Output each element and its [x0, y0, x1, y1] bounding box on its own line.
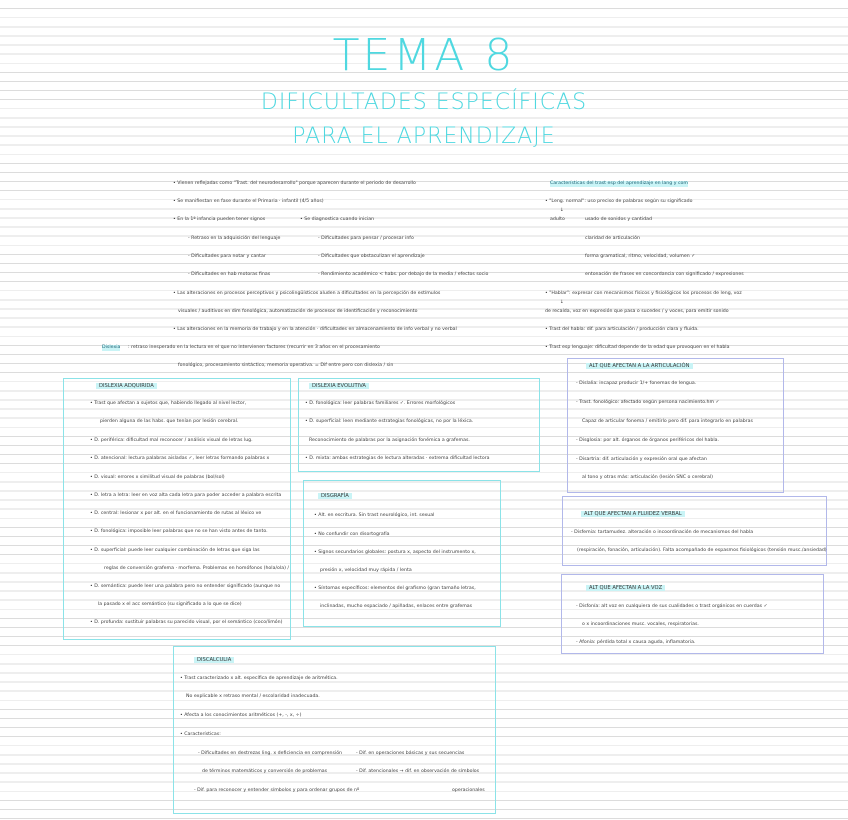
- note-line: o x incoordinaciones musc. vocales, respiratorias.: [582, 622, 699, 627]
- page-subtitle-1: DIFICULTADES ESPECÍFICAS: [260, 90, 588, 115]
- arrow-icon: ↓: [560, 208, 564, 213]
- note-line: • D. profunda: sustituir palabras su parecido visual, por el semántico (coco/limón): [90, 620, 283, 625]
- note-line: • D. mixta: ambas estrategias de lectura alteradas · extrema dificultad lectora: [305, 456, 490, 461]
- note-line: entonación de frases en concordancia con significado / expresiones: [585, 272, 744, 277]
- note-line: • Se diagnostica cuando inician: [300, 217, 375, 222]
- note-line: No explicable x retraso mental / escolaridad inadecuada.: [186, 694, 320, 699]
- note-line: - Dif. en operaciones básicas y sus secuencias: [356, 751, 465, 756]
- note-line: Reconocimiento de palabras por la asignación fonémica a grafemas.: [309, 438, 470, 443]
- note-line: • Vienen reflejadas como "Trast. del neurodesarrollo" porque aparecen durante el periodo de desarrollo: [173, 181, 416, 186]
- note-line: claridad de articulación: [585, 236, 641, 241]
- note-line: • Las alteraciones en la memoria de trabajo y en la atención · dificultades en almacenamiento de info verbal y no verbal: [173, 327, 457, 332]
- note-line: • D. letra a letra: leer en voz alta cada letra para poder acceder a palabra escrita: [90, 493, 282, 498]
- box-articulacion: [567, 358, 784, 493]
- note-line: de términos matemáticos y conversión de problemas: [202, 769, 328, 774]
- note-line: • D. fonológica: leer palabras familiares ✓. Errores morfológicos: [305, 401, 456, 406]
- page-subtitle-2: PARA EL APRENDIZAJE: [292, 124, 556, 149]
- note-line: • Signos secundarios globales: postura x, aspecto del instrumento x,: [314, 550, 476, 555]
- box-discalculia: [173, 646, 496, 814]
- note-line: - Retraso en la adquisición del lenguaje: [188, 236, 281, 241]
- note-line: • Trast caracterizado x alt. específica de aprendizaje de aritmética.: [180, 676, 338, 681]
- note-line: Capaz de articular fonema / emitirlo pero dif. para integrarlo en palabras: [582, 419, 753, 424]
- note-line: • D. atencional: lectura palabras aisladas ✓, leer letras formando palabras x: [90, 456, 270, 461]
- note-line: • No confundir con disortografía: [314, 532, 390, 537]
- box-heading: ALT QUE AFECTAN A FLUIDEZ VERBAL: [581, 511, 685, 517]
- note-line: - Dislalia: incapaz producir 1/+ fonemas de lengua.: [576, 381, 697, 386]
- note-line: usado de sonidos y cantidad: [585, 217, 652, 222]
- note-line: la pasado x el acc semántico (su significado a lo que se dice): [98, 602, 242, 607]
- note-line: • Alt. en escritura. Sin trast neurológico, int. sexual: [314, 513, 435, 518]
- note-line: al tono y otras más: articulación (lesión SNC o cerebral): [582, 475, 713, 480]
- note-line: - Rendimiento académico < habs. por debajo de la media / efectos socio: [318, 272, 489, 277]
- note-line: - Dif. para reconocer y entender símbolos y para ordenar grupos de nº: [194, 788, 360, 793]
- note-line: - Afonía: pérdida total x causa aguda, inflamatoria.: [576, 640, 696, 645]
- note-line: (respiración, fonación, articulación). Falta acompañado de espasmos fisiológicos (tensión musc./ansiedad): [577, 548, 827, 553]
- box-heading: DISCALCULIA: [194, 657, 234, 663]
- note-line: visuales / auditivos en dim fonológica, automatización de procesos de identificación y reconocimiento: [178, 309, 418, 314]
- note-line: • D. visual: errores x similitud visual de palabras (bol/sol): [90, 475, 225, 480]
- note-line: • D. superficial: leen mediante estrategias fonológicas, no por la léxica.: [305, 419, 474, 424]
- note-line: • D. central: lesionar x por alt. en el funcionamiento de rutas al léxico ve: [90, 511, 262, 516]
- note-line: operacionales: [452, 788, 485, 793]
- note-line: - Disfonía: alt voz en cualquiera de sus cualidades o trast orgánicos en cuerdas ✓: [576, 604, 768, 609]
- box-heading: DISLEXIA EVOLUTIVA: [309, 383, 369, 389]
- note-line: • Las alteraciones en procesos perceptivos y psicolingüísticos aluden a dificultades en la percepción de estímulos: [173, 291, 441, 296]
- note-line: • "Hablar": expresar con mecanismos físicos y fisiológicos los procesos de leng, voz: [545, 291, 742, 296]
- note-line: - Dificultades en hab motoras finas: [188, 272, 271, 277]
- note-line: - Trast. fonológico: afectado según persona nacimiento.hm ✓: [576, 400, 720, 405]
- box-voz: [561, 574, 824, 654]
- note-line: fonológico, procesamiento sintáctico, memoria operativa. = Dif entre pero con dislexia / sin: [178, 363, 394, 368]
- note-line: : retraso inesperado en la lectura en el que no intervienen factores (recurrir en 3 años en el procesamiento: [128, 345, 380, 350]
- box-dislexia-adquirida: [63, 378, 291, 640]
- note-line: - Dificultades que obstaculizan el aprendizaje: [318, 254, 425, 259]
- note-line: • D. semántica: puede leer una palabra pero no entender significado (aunque no: [90, 584, 281, 589]
- note-line: presión x, velocidad muy rápida / lenta: [320, 568, 412, 573]
- note-line: • Afecta a los conocimientos aritméticos (+, -, x, ÷): [180, 713, 302, 718]
- note-line: • Síntomas específicos: elementos del grafismo (gran tamaño letras,: [314, 586, 476, 591]
- note-line: adulto: [550, 217, 565, 222]
- box-heading: DISGRAFÍA: [318, 493, 352, 499]
- note-line: reglas de conversión grafema · morfema. Problemas en homófonos (hola/ola) /: [104, 566, 289, 571]
- note-line: - Dificultades para pensar / procesar info: [318, 236, 414, 241]
- note-line: - Disglosia: por alt. órganos de órganos periféricos del habla.: [576, 438, 719, 443]
- note-line: forma gramatical, ritmo, velocidad, volumen ✓: [585, 254, 696, 259]
- note-line: inclinadas, mucho espaciado / apiñadas, enlaces entre grafemas: [320, 604, 473, 609]
- box-dislexia-evolutiva: [298, 378, 540, 472]
- box-fluidez: [562, 496, 827, 566]
- note-line: • Trast esp lenguaje: dificultad depende de la edad que provoquen en el habla: [545, 345, 730, 350]
- box-disgrafia: [303, 480, 501, 627]
- note-line: • Trast que afectan a sujetos que, habiendo llegado al nivel lector,: [90, 401, 247, 406]
- note-line: • D. fonológica: imposible leer palabras que no se han visto antes de tanto.: [90, 529, 268, 534]
- note-line: - Dif. atencionales → dif. en observación de símbolos: [356, 769, 480, 774]
- note-line: • "Leng. normal": uso preciso de palabras según su significado: [545, 199, 693, 204]
- dislexia-term: Dislexia: [102, 345, 121, 350]
- note-line: • Trast del habla: dif. para articulación / producción clara y fluida.: [545, 327, 699, 332]
- note-line: - Dificultades para notar y cantar: [188, 254, 266, 259]
- note-line: pierden alguna de las habs. que tenían por lesión cerebral.: [100, 419, 239, 424]
- box-heading: DISLEXIA ADQUIRIDA: [96, 383, 157, 389]
- note-line: • D. superficial: puede leer cualquier combinación de letras que siga las: [90, 548, 260, 553]
- note-line: - Disfemia: tartamudez. alteración o incoordinación de mecanismos del habla: [571, 530, 754, 535]
- note-line: - Disartria: dif. articulación y expresión oral que afectan: [576, 457, 707, 462]
- note-line: • Características:: [180, 732, 221, 737]
- note-line: • D. periférica: dificultad mal reconocer / análisis visual de letras lug.: [90, 438, 253, 443]
- box-heading: ALT QUE AFECTAN A LA VOZ: [586, 585, 665, 591]
- page-title: TEMA 8: [332, 30, 516, 81]
- box-heading: ALT QUE AFECTAN A LA ARTICULACIÓN: [586, 363, 693, 369]
- arrow-icon: ↓: [560, 300, 564, 305]
- note-line: • En la 1ª infancia pueden tener signos: [173, 217, 266, 222]
- note-line: - Dificultades en destrezas ling. x deficiencia en comprensión: [198, 751, 343, 756]
- note-line: • Se manifiestan en fase durante el Primaria · infantil (4/5 años): [173, 199, 324, 204]
- section-heading: Características del trast esp del aprendizaje en lang y com: [550, 181, 688, 186]
- note-line: de recaída, voz en expresión que pasa o sucedes / y voces, para emitir sonido: [545, 309, 729, 314]
